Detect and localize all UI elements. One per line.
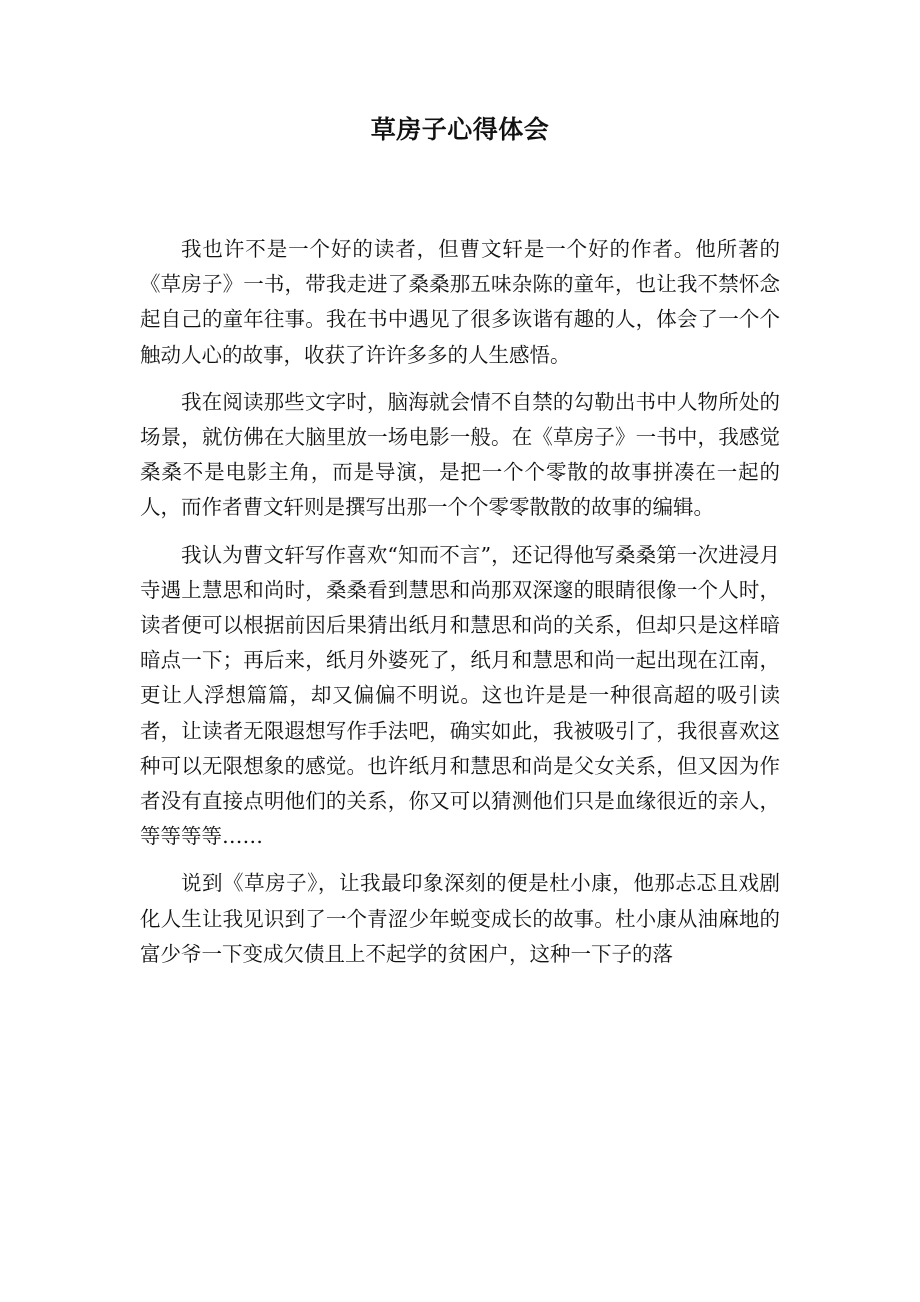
paragraph-1: 我也许不是一个好的读者，但曹文轩是一个好的作者。他所著的《草房子》一书，带我走进了桑桑那五味杂陈的童年，也让我不禁怀念起自己的童年往事。我在书中遇见了很多诙谐有趣的人，体会了一个个触动人心的故事，收获了许许多多的人生感悟。 xyxy=(140,237,780,367)
document-title: 草房子心得体会 xyxy=(370,115,550,144)
paragraph-2: 我在阅读那些文字时，脑海就会情不自禁的勾勒出书中人物所处的场景，就仿佛在大脑里放一场电影一般。在《草房子》一书中，我感觉桑桑不是电影主角，而是导演，是把一个个零散的故事拼凑在一起的人，而作者曹文轩则是撰写出那一个个零零散散的故事的编辑。 xyxy=(140,389,780,520)
paragraph-3: 我认为曹文轩写作喜欢“知而不言”，还记得他写桑桑第一次进浸月寺遇上慧思和尚时，桑桑看到慧思和尚那双深邃的眼睛很像一个人时，读者便可以根据前因后果猜出纸月和慧思和尚的关系，但却只是这样暗暗点一下；再后来，纸月外婆死了，纸月和慧思和尚一起出现在江南，更让人浮想篇篇，却又偏偏不明说。这也许是是一种很高超的吸引读者，让读者无限遐想写作手法吧，确实如此，我被吸引了，我很喜欢这种可以无限想象的感觉。也许纸月和慧思和尚是父女关系，但又因为作者没有直接点明他们的关系，你又可以猜测他们只是血缘很近的亲人，等等等等…… xyxy=(140,542,780,849)
paragraph-4: 说到《草房子》，让我最印象深刻的便是杜小康，他那忐忑且戏剧化人生让我见识到了一个青涩少年蜕变成长的故事。杜小康从油麻地的富少爷一下变成欠债且上不起学的贫困户，这种一下子的落 xyxy=(140,871,780,966)
document-body xyxy=(140,232,780,984)
